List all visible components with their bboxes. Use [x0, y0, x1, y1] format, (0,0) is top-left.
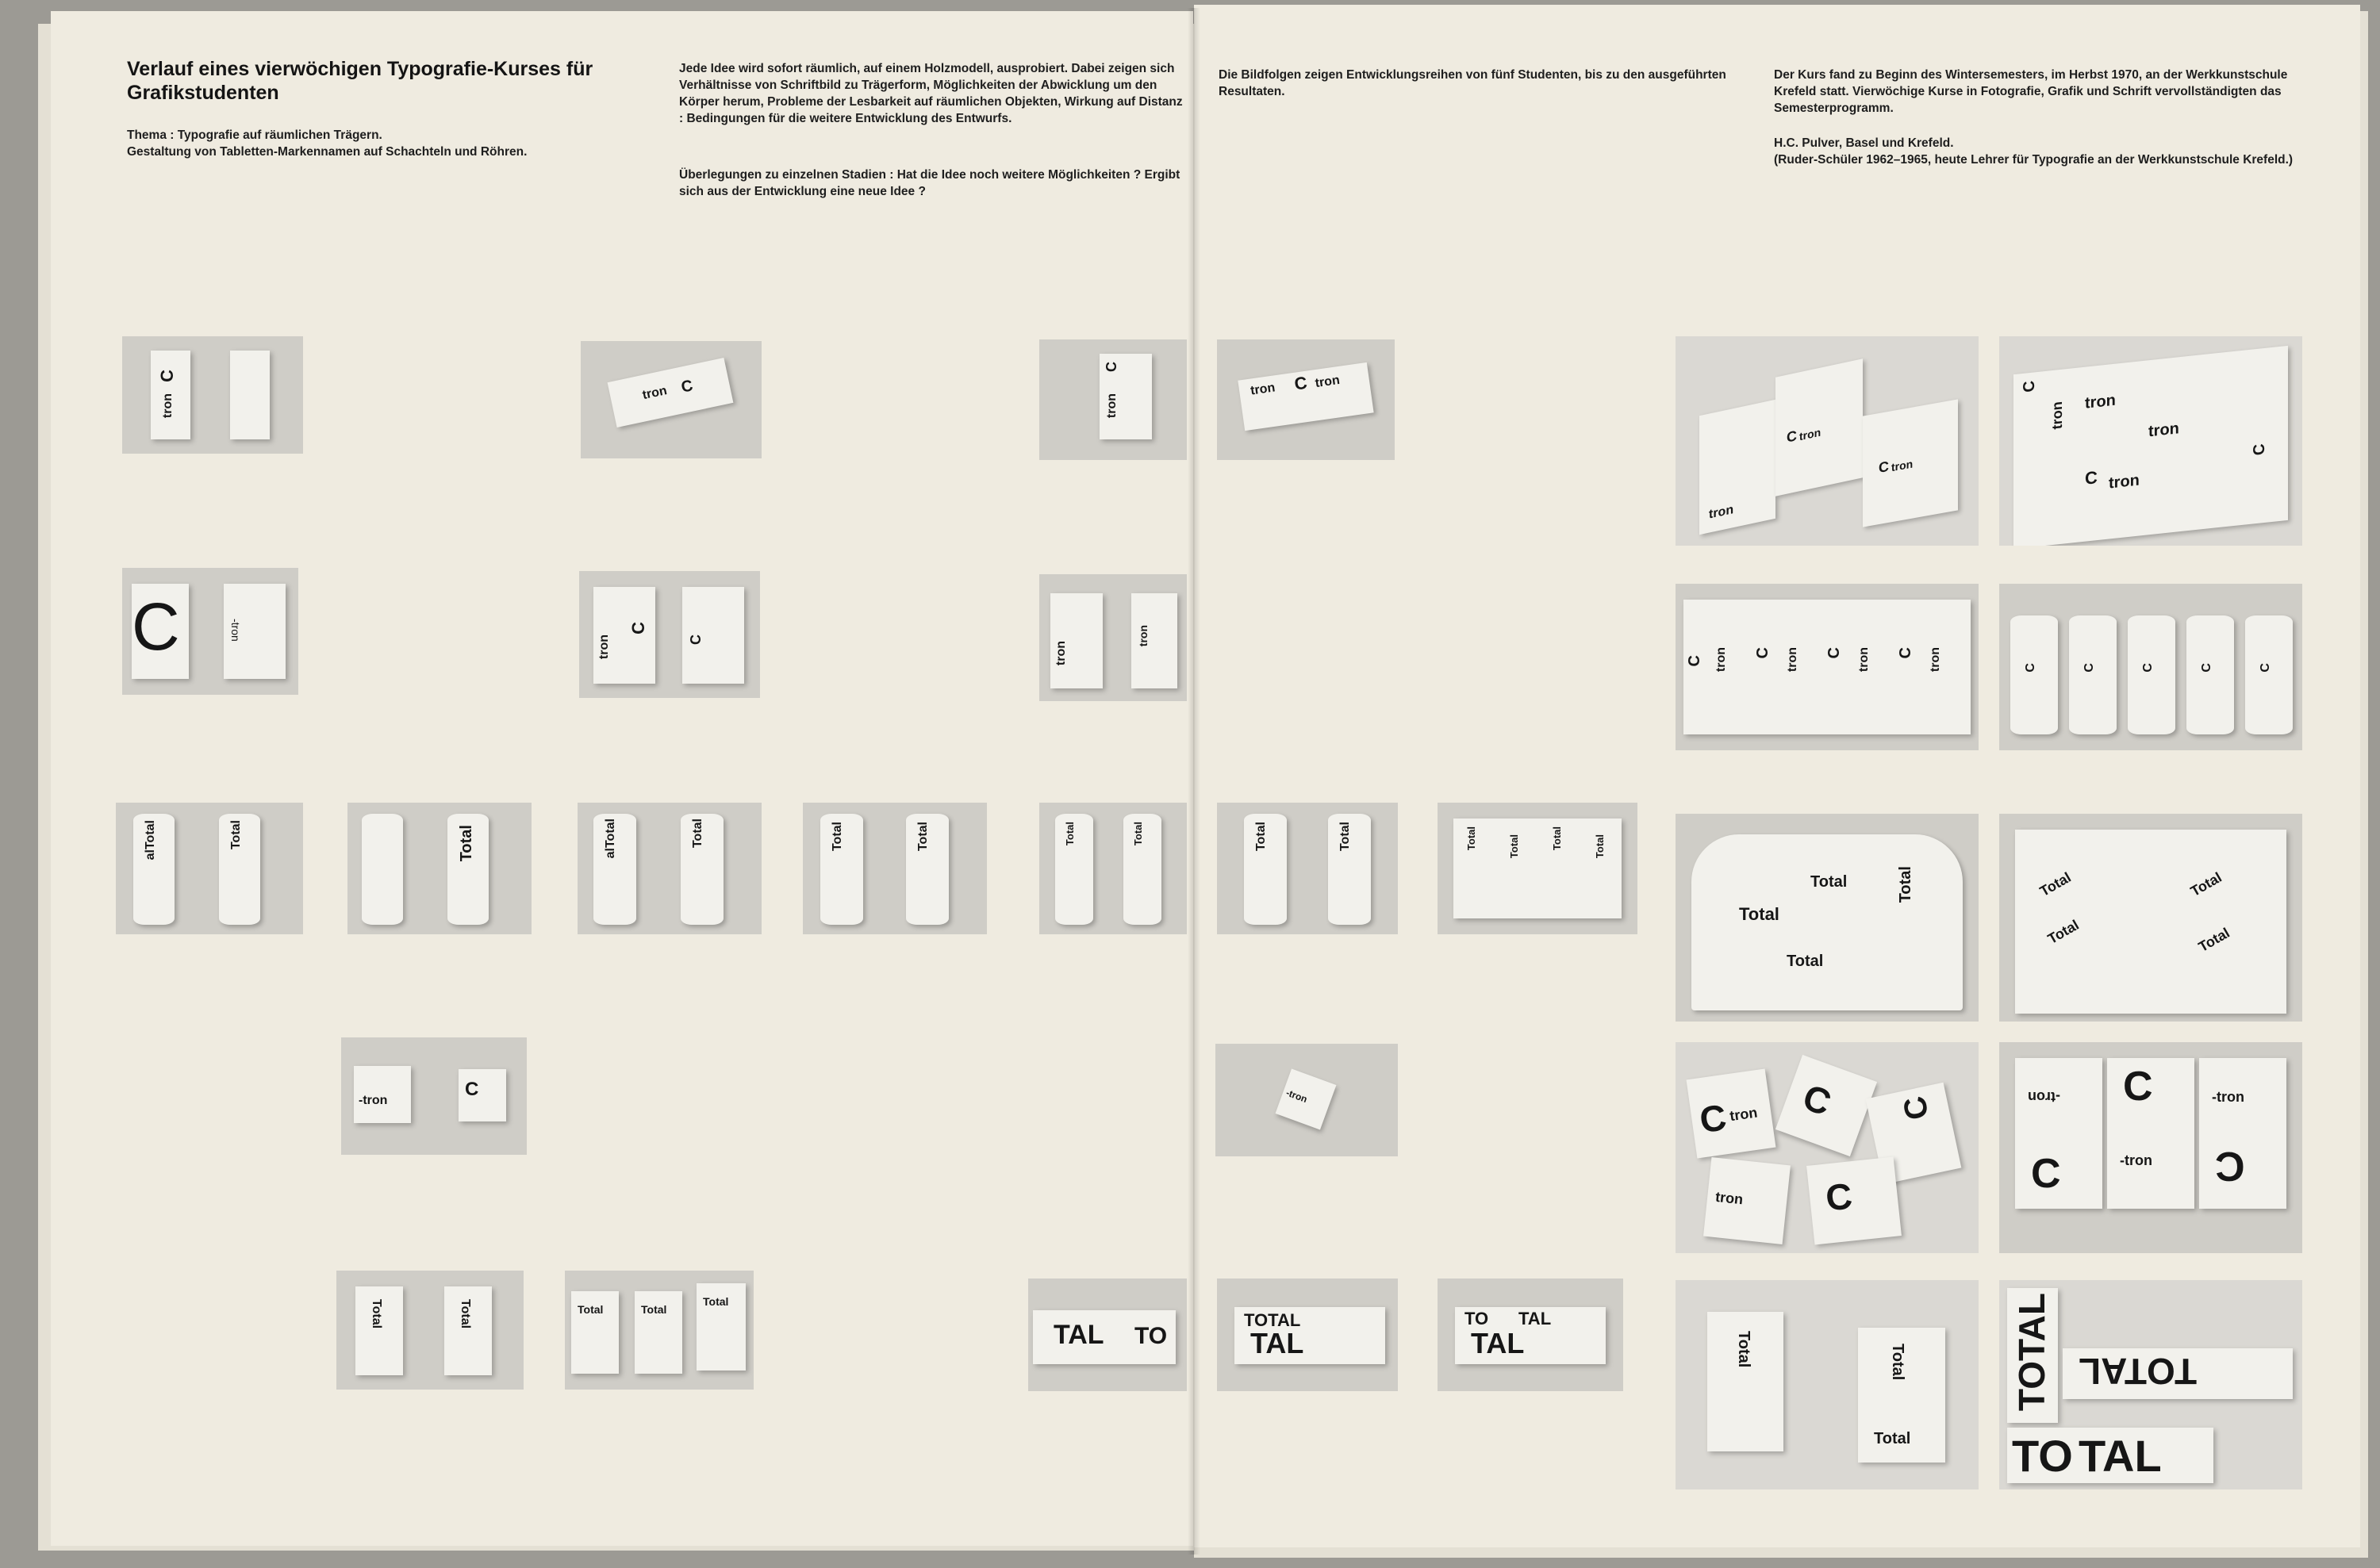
brand-label: C [2215, 1143, 2245, 1189]
tube [1123, 814, 1161, 925]
corner-board [2015, 830, 2286, 1014]
brand-label: C [1292, 372, 1309, 394]
tube [1055, 814, 1093, 925]
brand-label: C [2251, 443, 2268, 457]
cylinder [2069, 615, 2117, 734]
brand-label: C [1686, 655, 1703, 667]
photo-total-boxes-2 [565, 1271, 754, 1390]
brand-label: TAL [1518, 1309, 1552, 1328]
brand-label: TOTAL [2011, 1293, 2052, 1412]
brand-label: Total [691, 819, 704, 849]
cube [1687, 1069, 1776, 1159]
brand-label: TO [1464, 1309, 1489, 1328]
tube [1328, 814, 1371, 925]
curved-board [1691, 834, 1963, 1010]
photo-ctron-block-pattern [1999, 336, 2302, 546]
brand-label: Total [1594, 834, 1606, 859]
brand-label: TO [1134, 1323, 1168, 1349]
tube [447, 814, 489, 925]
brand-label: -tron [1284, 1087, 1309, 1106]
photo-ctron-boxes-3 [1039, 339, 1187, 460]
box [608, 358, 734, 427]
brand-label: tron [1891, 457, 1914, 474]
board [1050, 593, 1103, 688]
brand-label: TO [2012, 1431, 2073, 1481]
brand-label: C [2031, 1151, 2061, 1197]
brand-label: Total [2036, 868, 2074, 900]
brand-label: C [1897, 647, 1914, 659]
brand-label: -tron [2028, 1089, 2060, 1105]
brand-label: Total [916, 822, 930, 852]
brand-label: Total [370, 1299, 383, 1329]
brand-label: alTotal [604, 819, 617, 859]
brand-label: Total [1132, 822, 1144, 846]
brand-label: Total [578, 1303, 604, 1316]
photo-ctron-cylinders [1999, 584, 2302, 750]
box-block [2013, 346, 2288, 546]
photo-total-tubes-2 [347, 803, 532, 934]
course-text: Der Kurs fand zu Beginn des Wintersemesters, im Herbst 1970, an der Werkkunstschule Krefeld statt. Vierwöchige Kurse in Fotografie, Grafik und Schrift vervollständigten das Semesterprogramm. [1774, 68, 2288, 115]
brand-label: C [2085, 467, 2098, 489]
gutter [1188, 8, 1200, 1555]
brand-label: tron [2085, 391, 2116, 412]
questions-text: Überlegungen zu einzelnen Stadien : Hat die Idee noch weitere Möglichkeiten ? Ergibt sich aus der Entwicklung eine neue Idee ? [679, 168, 1180, 198]
brand-label: C [1879, 458, 1889, 477]
brand-label: C [2024, 663, 2037, 673]
photo-ctron-cube-row [1999, 1042, 2302, 1253]
cube [2107, 1058, 2194, 1209]
cube [354, 1066, 411, 1123]
tube [820, 814, 863, 925]
photo-ctron-cube-single [1215, 1044, 1398, 1156]
photo-total-bar-1 [1028, 1279, 1187, 1391]
brand-label: Total [229, 820, 243, 850]
photo-total-folded [1438, 803, 1637, 934]
tube [219, 814, 260, 925]
brand-label: C [1697, 1096, 1729, 1141]
box [1100, 354, 1152, 439]
tube [593, 814, 636, 925]
brand-label: TAL [1054, 1320, 1104, 1350]
cube [2199, 1058, 2286, 1209]
tube [1244, 814, 1287, 925]
brand-label: Total [1254, 822, 1268, 852]
brand-label: tron [1857, 647, 1871, 673]
brand-label: C [132, 589, 180, 664]
brand-label: alTotal [144, 820, 157, 861]
tube [681, 814, 724, 925]
block [2007, 1288, 2058, 1423]
brand-label: -tron [2120, 1152, 2152, 1168]
board [593, 587, 655, 684]
brand-label: tron [2109, 471, 2140, 493]
cylinder [2245, 615, 2293, 734]
board [1131, 593, 1177, 688]
brand-label: Total [1739, 904, 1779, 924]
brand-label: C [1896, 1093, 1936, 1123]
photo-total-boxes-1 [336, 1271, 524, 1390]
photo-ctron-zigzag [1676, 584, 1979, 750]
board [132, 584, 189, 679]
cylinder [2186, 615, 2234, 734]
brand-label: TOTAL [2079, 1351, 2198, 1392]
block [2007, 1428, 2213, 1483]
bar [1234, 1307, 1385, 1364]
brand-label: Total [2187, 868, 2225, 900]
brand-label: Total [2195, 924, 2232, 956]
box [697, 1283, 746, 1371]
box [1858, 1328, 1945, 1463]
brand-label: Total [641, 1303, 667, 1316]
box [1699, 400, 1775, 535]
brand-label: C [679, 377, 695, 397]
brand-label: Total [831, 822, 844, 852]
brand-label: -tron [359, 1094, 388, 1107]
theme-text: Thema : Typografie auf räumlichen Trägern. Gestaltung von Tabletten-Markennamen auf Schachteln und Röhren. [127, 128, 528, 159]
zigzag-board [1683, 600, 1971, 734]
brand-label: -tron [229, 619, 242, 642]
brand-label: Total [703, 1295, 729, 1308]
brand-label: tron [597, 634, 611, 660]
photo-total-tubes-6 [1217, 803, 1398, 934]
brand-label: Total [1889, 1344, 1906, 1381]
brand-label: tron [1314, 373, 1341, 391]
brand-label: -tron [2212, 1089, 2244, 1105]
brand-label: tron [2049, 401, 2065, 431]
brand-label: Total [1508, 834, 1520, 859]
box [1238, 362, 1373, 431]
brand-label: Total [1551, 826, 1563, 851]
brand-label: Total [1897, 866, 1914, 903]
brand-label: C [1823, 1175, 1855, 1219]
brand-label: tron [1250, 381, 1276, 398]
brand-label: TOTAL [1244, 1310, 1301, 1330]
box [230, 351, 270, 439]
brand-label: tron [1799, 425, 1821, 443]
photo-total-corner [1999, 814, 2302, 1022]
brand-label: C [2141, 663, 2155, 673]
board [682, 587, 744, 684]
box [1775, 358, 1863, 496]
tube [906, 814, 949, 925]
brand-label: tron [1786, 647, 1799, 673]
cube [1775, 1055, 1877, 1156]
brand-label: tron [1054, 641, 1068, 666]
box [1863, 399, 1958, 527]
brand-label: Total [1735, 1331, 1752, 1368]
brand-label: tron [1137, 625, 1150, 647]
brand-label: C [1104, 362, 1119, 372]
block [2063, 1348, 2293, 1399]
cube [459, 1069, 506, 1121]
photo-total-tubes-3 [578, 803, 762, 934]
brand-label: Total [1810, 873, 1848, 891]
cube [1276, 1069, 1337, 1130]
brand-label: Total [2044, 916, 2082, 948]
brand-label: C [628, 622, 648, 634]
brand-label: Total [1064, 822, 1076, 846]
sequences-text: Die Bildfolgen zeigen Entwicklungsreihen von fünf Studenten, bis zu den ausgeführten Resultaten. [1219, 68, 1726, 98]
brand-label: TAL [2079, 1431, 2162, 1481]
brand-label: C [2200, 663, 2213, 673]
photo-ctron-folded-3 [1039, 574, 1187, 701]
photo-ctron-cubes-1 [341, 1037, 527, 1155]
photo-ctron-folded-1 [122, 568, 298, 695]
photo-ctron-boxes-1 [122, 336, 303, 454]
brand-label: C [157, 370, 177, 382]
folded-board [1453, 819, 1622, 918]
cube [2015, 1058, 2102, 1209]
brand-label: Total [459, 1299, 472, 1329]
article-title: Verlauf eines vierwöchigen Typografie-Kurses für Grafikstudenten [127, 58, 593, 104]
bar [1455, 1307, 1606, 1364]
cube [1806, 1157, 1902, 1245]
photo-ctron-folded-2 [579, 571, 760, 698]
photo-ctron-cube-pile [1676, 1042, 1979, 1253]
brand-label: tron [1714, 647, 1728, 673]
brand-label: C [2082, 663, 2096, 673]
brand-label: tron [641, 384, 669, 403]
brand-label: tron [1929, 647, 1942, 673]
box [444, 1286, 492, 1375]
cylinder [2128, 615, 2175, 734]
photo-total-tubes-5 [1039, 803, 1187, 934]
brand-label: Total [1338, 822, 1352, 852]
box [355, 1286, 403, 1375]
bar [1033, 1310, 1176, 1364]
brand-label: C [688, 634, 704, 645]
brand-label: Total [1787, 953, 1824, 970]
tube [362, 814, 403, 925]
brand-label: C [2123, 1064, 2153, 1110]
photo-ctron-boxes-4 [1217, 339, 1395, 460]
photo-total-tall-boxes [1676, 1280, 1979, 1489]
box [635, 1291, 682, 1374]
brand-label: tron [2148, 420, 2179, 441]
brand-label: C [2021, 379, 2038, 393]
brand-label: C [1754, 647, 1772, 659]
brand-label: TAL [1250, 1327, 1304, 1359]
box [1707, 1312, 1783, 1451]
box [571, 1291, 619, 1374]
author-text: H.C. Pulver, Basel und Krefeld. (Ruder-Schüler 1962–1965, heute Lehrer für Typografie an der Werkkunstschule Krefeld.) [1774, 136, 2294, 167]
brand-label: C [465, 1079, 479, 1100]
cylinder [2010, 615, 2058, 734]
photo-total-tubes-4 [803, 803, 987, 934]
photo-total-large-blocks [1999, 1280, 2302, 1489]
brand-label: tron [1714, 1188, 1745, 1208]
brand-label: C [1797, 1075, 1837, 1124]
brand-label: tron [1709, 503, 1734, 522]
photo-ctron-stacked-boxes [1676, 336, 1979, 546]
photo-total-curved [1676, 814, 1979, 1022]
brand-label: tron [1729, 1104, 1759, 1125]
brand-label: tron [161, 393, 175, 419]
photo-total-bar-2 [1217, 1279, 1398, 1391]
cube [1703, 1157, 1791, 1244]
brand-label: tron [1105, 393, 1119, 419]
brand-label: Total [1874, 1430, 1911, 1447]
brand-label: C [2259, 663, 2272, 673]
photo-total-bar-3 [1438, 1279, 1623, 1391]
tube [133, 814, 175, 925]
brand-label: Total [458, 825, 475, 862]
brand-label: Total [1465, 826, 1477, 851]
brand-label: C [1787, 427, 1797, 446]
photo-ctron-boxes-2 [581, 341, 762, 458]
brand-label: TAL [1471, 1327, 1525, 1359]
method-text: Jede Idee wird sofort räumlich, auf einem Holzmodell, ausprobiert. Dabei zeigen sich Verhältnisse von Schriftbild zu Trägerform, Möglichkeiten der Abwicklung um den Körper herum, Probleme der Lesbarkeit auf räumlichen Objekten, Wirkung auf Distanz : Bedingungen für die weitere Entwicklung des Entwurfs. [679, 62, 1183, 125]
photo-total-tubes-1 [116, 803, 303, 934]
box [151, 351, 190, 439]
brand-label: C [1825, 647, 1843, 659]
board [224, 584, 286, 679]
